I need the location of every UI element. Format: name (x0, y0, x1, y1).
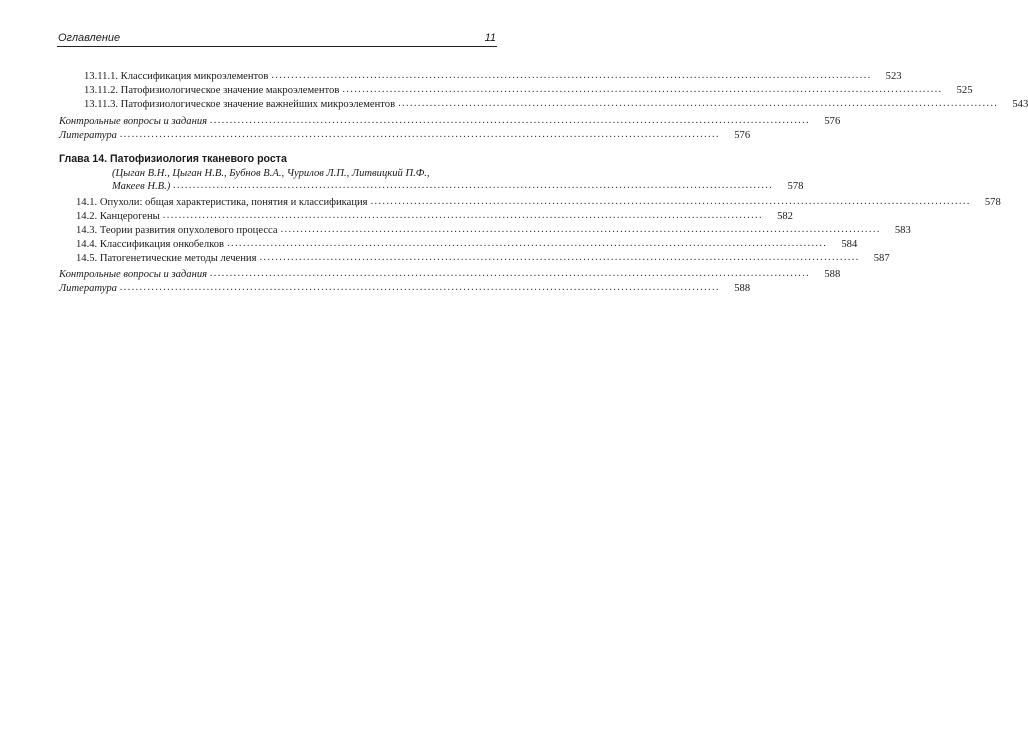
toc-entry-page: 578 (787, 181, 804, 192)
toc-entry-page: 583 (894, 225, 911, 236)
chapter-heading[interactable]: Глава 14. Патофизиология тканевого роста (59, 153, 287, 165)
dot-leader: ........................................................................................................................................................ (398, 98, 999, 109)
toc-entry-page: 588 (824, 269, 841, 280)
toc-entry-page: 543 (1012, 99, 1028, 110)
toc-entry[interactable] (76, 210, 793, 223)
header-section-title: Оглавление (58, 32, 121, 44)
toc-entry-title: 13.11.3. Патофизиологическое значение важнейших микроэлементов (84, 99, 396, 110)
dot-leader: ........................................................................................................................................................ (342, 84, 943, 95)
toc-entry[interactable] (84, 84, 973, 97)
toc-entry-title: 14.2. Канцерогены (76, 211, 160, 222)
toc-entry-literature[interactable] (59, 282, 751, 295)
dot-leader: ........................................................................................................................................................ (119, 282, 721, 293)
toc-entry-questions[interactable] (59, 268, 841, 281)
dot-leader: ........................................................................................................................................................ (271, 70, 872, 81)
dot-leader: ........................................................................................................................................................ (210, 115, 811, 126)
dot-leader: ........................................................................................................................................................ (119, 129, 721, 140)
dot-leader: ........................................................................................................................................................ (227, 238, 828, 249)
chapter-authors-line2[interactable] (112, 180, 804, 193)
toc-entry-title: 13.11.1. Классификация микроэлементов (84, 71, 269, 82)
toc-entry[interactable] (76, 224, 911, 237)
dot-leader: ........................................................................................................................................................ (173, 180, 774, 191)
toc-entry[interactable] (84, 98, 1028, 111)
toc-entry-title: 14.5. Патогенетические методы лечения (76, 253, 257, 264)
toc-entry-page: 582 (777, 211, 793, 222)
toc-entry-title: 14.3. Теории развития опухолевого процесса (76, 225, 278, 236)
toc-entry[interactable] (76, 196, 1001, 209)
running-header (57, 30, 497, 47)
toc-entry-page: 576 (824, 116, 841, 127)
toc-entry-title: 13.11.2. Патофизиологическое значение макроэлементов (84, 85, 340, 96)
toc-entry[interactable] (84, 70, 902, 83)
toc-entry-page: 578 (984, 197, 1001, 208)
toc-entry[interactable] (76, 252, 890, 265)
toc-entry[interactable] (76, 238, 858, 251)
toc-entry-title: 14.4. Классификация онкобелков (76, 239, 225, 250)
dot-leader: ........................................................................................................................................................ (370, 196, 971, 207)
toc-entry-page: 588 (734, 283, 751, 294)
header-page-number: 11 (484, 32, 496, 44)
toc-entry-title: Литература (59, 283, 117, 294)
toc-entry-title: Контрольные вопросы и задания (59, 269, 208, 280)
toc-entry-title: Литература (59, 130, 117, 141)
toc-entry-questions[interactable] (59, 115, 841, 128)
chapter-authors-text: Макеев Н.В.) (112, 181, 171, 192)
toc-entry-page: 584 (841, 239, 858, 250)
dot-leader: ........................................................................................................................................................ (210, 268, 811, 279)
chapter-authors-line1: (Цыган В.Н., Цыган Н.В., Бубнов В.А., Чурилов Л.П., Литвицкий П.Ф., (112, 168, 430, 179)
toc-entry-page: 525 (956, 85, 973, 96)
toc-entry-page: 576 (734, 130, 751, 141)
toc-entry-page: 523 (885, 71, 902, 82)
toc-entry-title: 14.1. Опухоли: общая характеристика, понятия и классификация (76, 197, 368, 208)
toc-entry-literature[interactable] (59, 129, 751, 142)
toc-entry-title: Контрольные вопросы и задания (59, 116, 208, 127)
dot-leader: ........................................................................................................................................................ (162, 210, 763, 221)
dot-leader: ........................................................................................................................................................ (259, 252, 860, 263)
dot-leader: ........................................................................................................................................................ (280, 224, 881, 235)
toc-entry-page: 587 (873, 253, 890, 264)
